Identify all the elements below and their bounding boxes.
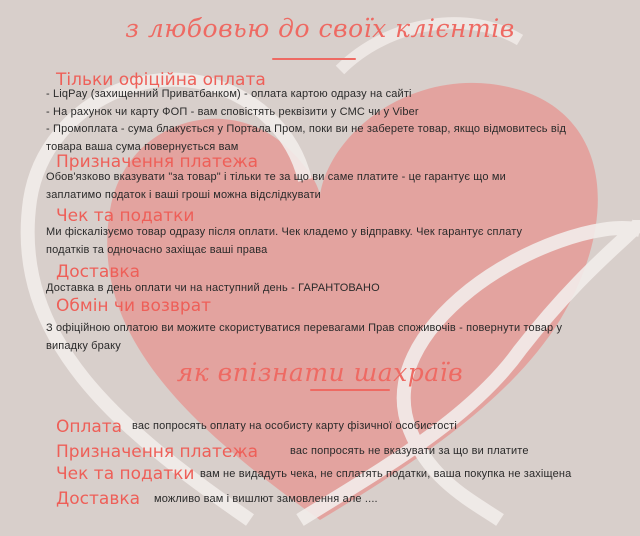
receipt-taxes-text: Ми фіскалізуємо товар одразу після оплати. Чек кладемо у відправку. Чек гарантує сплату податків та одночасно захіщає ваші права [46, 226, 523, 256]
delivery-text: Доставка в день оплати чи на наступний день - ГАРАНТОВАНО [46, 282, 380, 294]
heading-official-payment: Тільки офіційна оплата [56, 70, 266, 90]
exchange-return-text: З офіційною оплатою ви можите скористуватися перевагами Прав споживочів - повернути товар у випадку браку [46, 322, 563, 352]
title-bottom: як вnізнати шахраїв [176, 358, 464, 387]
title-top: з любовью до своїх клієнтів [125, 14, 515, 43]
fraud-heading-delivery: Доставка [56, 489, 141, 509]
fraud-heading-payment: Оплата [56, 417, 123, 437]
payment-purpose-text: Обов'язково вказувати "за товар" і тільки те за що ви саме платите - це гарантує що ми заплатимо податок і ваші гроші можна відслідкувати [46, 171, 506, 201]
fraud-heading-purpose: Призначення платежа [56, 442, 259, 462]
title-bottom-underline [310, 389, 390, 391]
fraud-text-payment: вас попросять оплату на особисту карту фізичної особистості [132, 420, 457, 432]
heading-receipt-taxes: Чек та податки [56, 206, 195, 226]
fraud-text-purpose: вас попросять не вказувати за що ви платите [290, 445, 529, 457]
fraud-text-delivery: можливо вам і вишлют замовлення але .... [154, 493, 378, 505]
heading-payment-purpose: Призначення платежа [56, 152, 259, 172]
heading-exchange-return: Обмін чи возврат [56, 296, 212, 316]
title-top-underline [272, 58, 356, 60]
official-payment-text: - LiqPay (захищенний Приватбанком) - оплата картою одразу на сайті - На рахунок чи карту ФОП - вам сповістять реквізити у СМС чи у Viber - Промоплата - сума блакується у Портала Пром, поки ви не заберете товар, якщо відмовитесь від товара ваша сума повернується вам [46, 88, 567, 153]
fraud-heading-receipt: Чек та податки [56, 464, 195, 484]
heading-delivery: Доставка [56, 262, 141, 282]
fraud-text-receipt: вам не видадуть чека, не сплатять податки, ваша покупка не захіщена [200, 468, 572, 480]
